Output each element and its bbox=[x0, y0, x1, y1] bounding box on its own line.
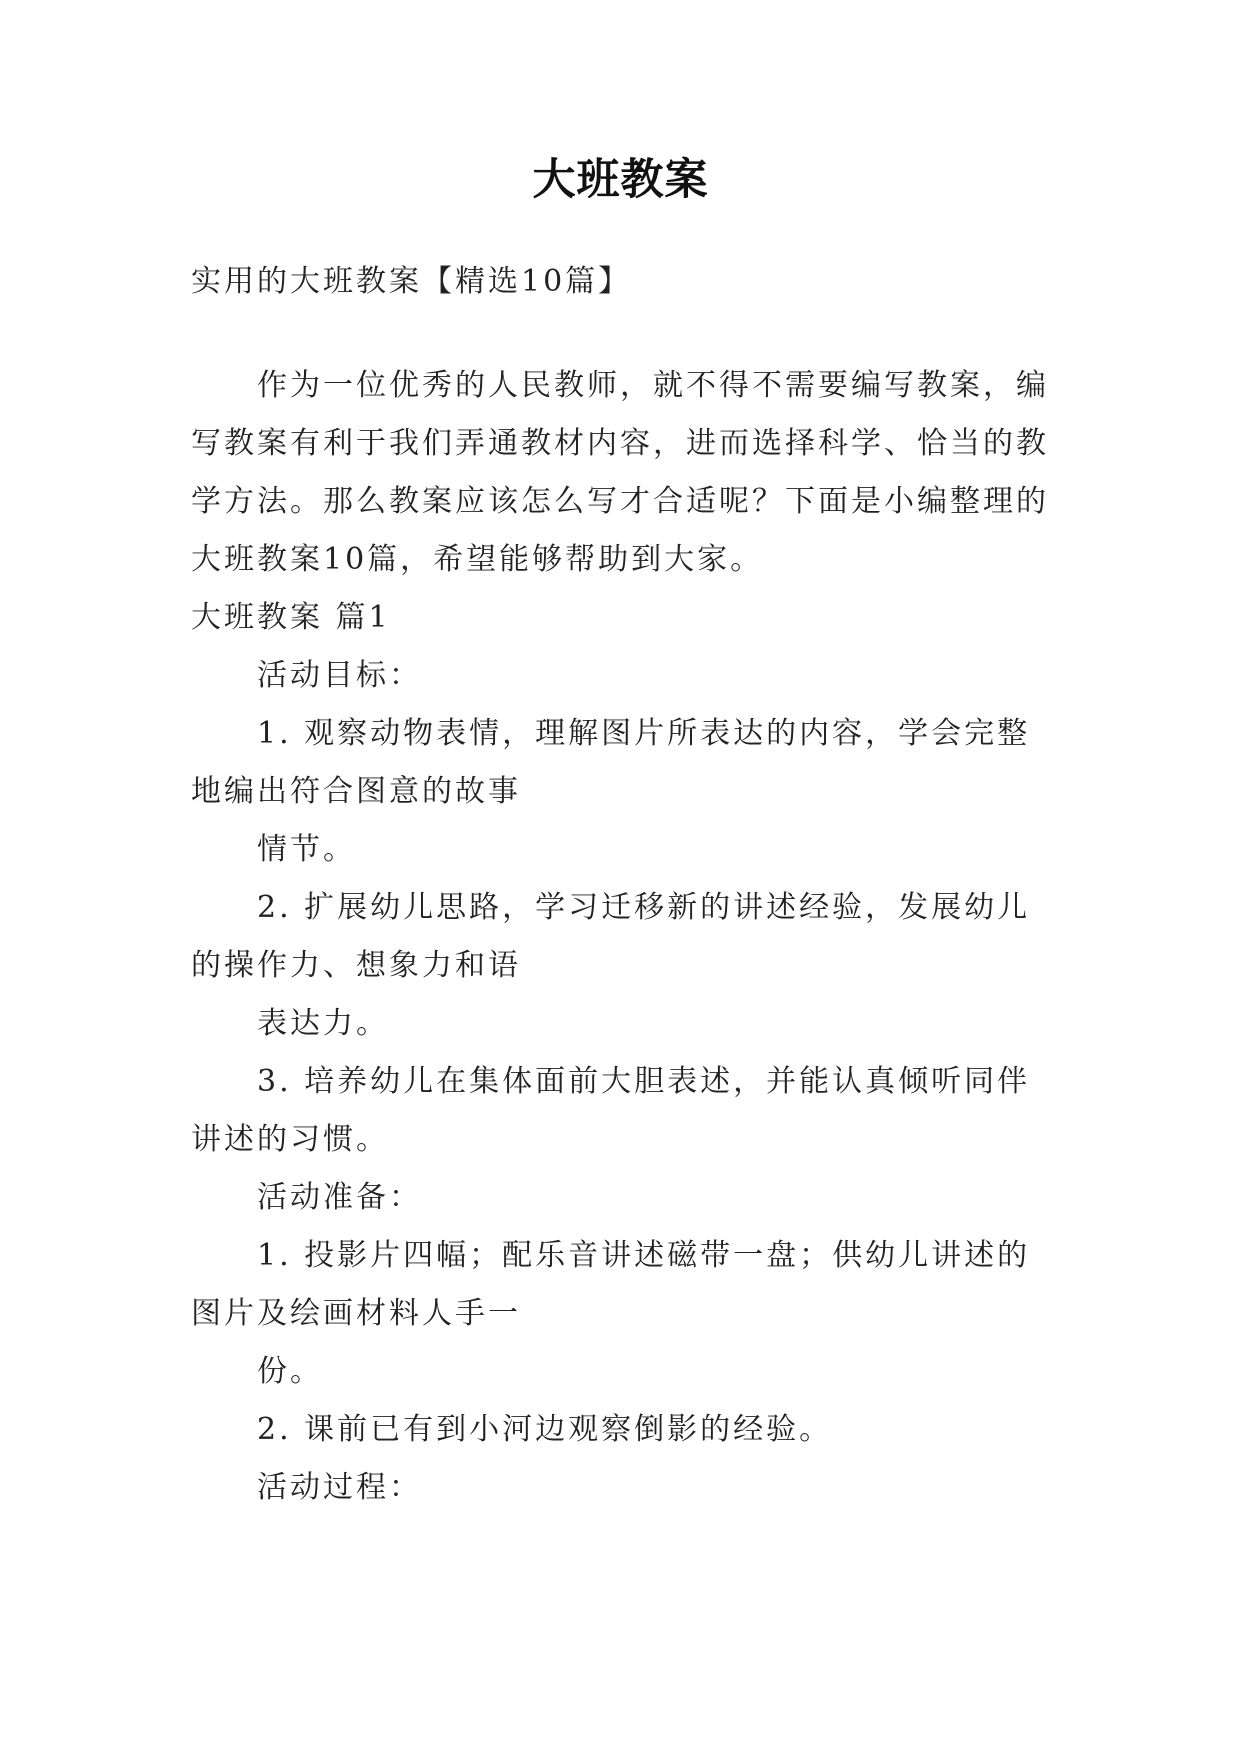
goal-item-1-end: 情节。 bbox=[257, 832, 356, 867]
heading-activity-process: 活动过程： bbox=[257, 1470, 422, 1505]
intro-line: 作为一位优秀的人民教师，就不得不需要编写教案，编 bbox=[257, 368, 1049, 403]
subtitle-block bbox=[191, 253, 1057, 311]
intro-paragraph bbox=[191, 357, 1057, 1517]
goal-item-1: 1. 观察动物表情，理解图片所表达的内容，学会完整 bbox=[257, 716, 1031, 751]
goal-item-3: 3. 培养幼儿在集体面前大胆表述，并能认真倾听同伴 bbox=[257, 1064, 1031, 1099]
goal-item-3-cont: 讲述的习惯。 bbox=[191, 1122, 389, 1157]
prep-item-2: 2. 课前已有到小河边观察倒影的经验。 bbox=[257, 1412, 833, 1447]
prep-item-1: 1. 投影片四幅；配乐音讲述磁带一盘；供幼儿讲述的 bbox=[257, 1238, 1031, 1273]
prep-item-1-cont: 图片及绘画材料人手一 bbox=[191, 1296, 521, 1331]
goal-item-2: 2. 扩展幼儿思路，学习迁移新的讲述经验，发展幼儿 bbox=[257, 890, 1031, 925]
heading-activity-goals: 活动目标： bbox=[257, 658, 422, 693]
goal-item-2-cont: 的操作力、想象力和语 bbox=[191, 948, 521, 983]
intro-line: 学方法。那么教案应该怎么写才合适呢？下面是小编整理的 bbox=[191, 484, 1049, 519]
intro-line: 大班教案10篇，希望能够帮助到大家。 bbox=[191, 542, 764, 577]
intro-line: 写教案有利于我们弄通教材内容，进而选择科学、恰当的教 bbox=[191, 426, 1049, 461]
goal-item-1-cont: 地编出符合图意的故事 bbox=[191, 774, 521, 809]
goal-item-2-end: 表达力。 bbox=[257, 1006, 389, 1041]
heading-activity-preparation: 活动准备： bbox=[257, 1180, 422, 1215]
prep-item-1-end: 份。 bbox=[257, 1354, 323, 1389]
section-heading: 大班教案 篇1 bbox=[191, 600, 391, 635]
document-title: 大班教案 bbox=[532, 155, 709, 205]
document-subtitle: 实用的大班教案【精选10篇】 bbox=[191, 264, 632, 299]
